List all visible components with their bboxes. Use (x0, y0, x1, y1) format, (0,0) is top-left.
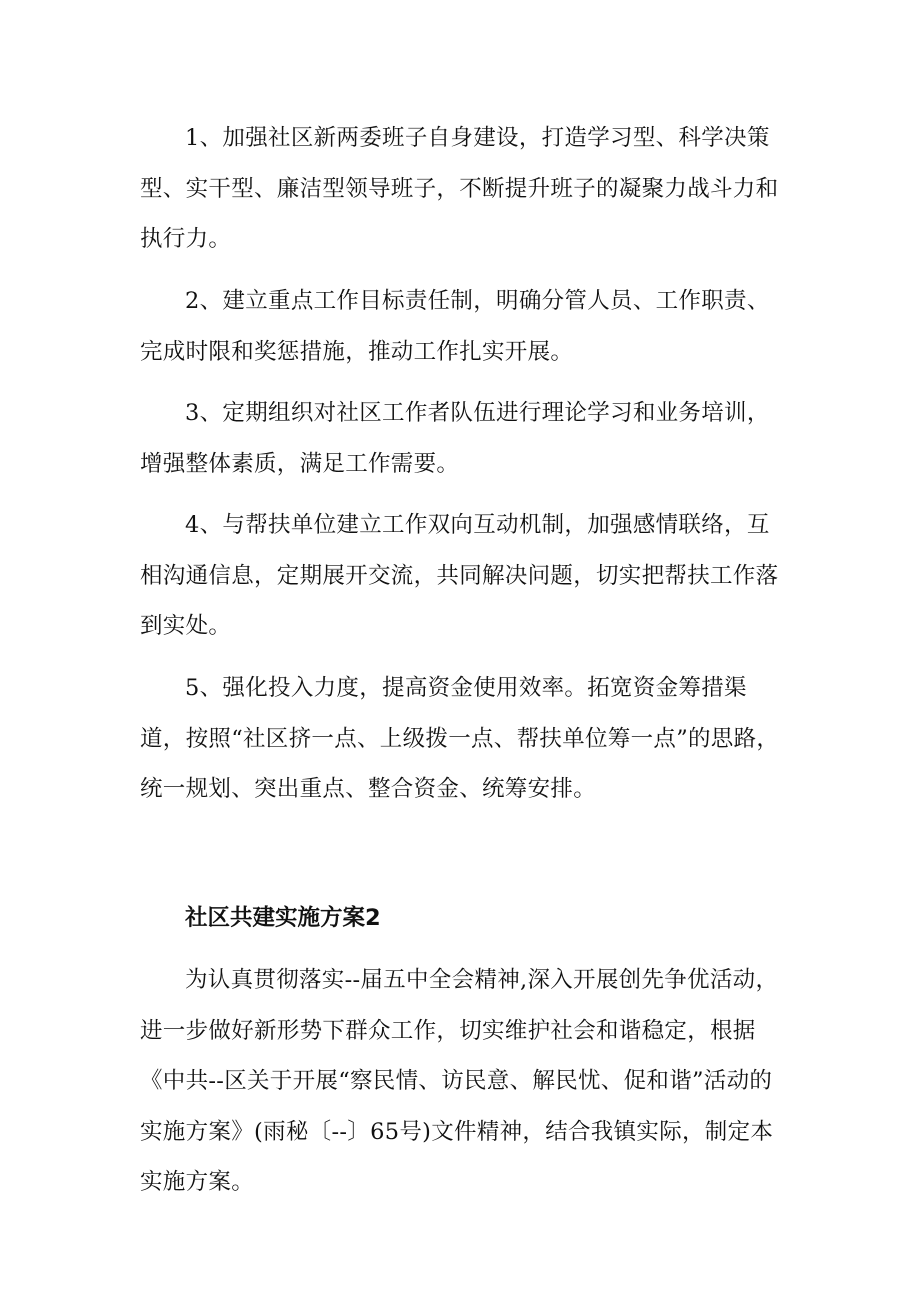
paragraph-4: 4、与帮扶单位建立工作双向互动机制，加强感情联络，互相沟通信息，定期展开交流，共同解决问题，切实把帮扶工作落到实处。 (140, 512, 779, 639)
section-heading: 社区共建实施方案2 (185, 905, 381, 931)
paragraph-1: 1、加强社区新两委班子自身建设，打造学习型、科学决策型、实干型、廉洁型领导班子，不断提升班子的凝聚力战斗力和执行力。 (140, 125, 779, 252)
section-paragraph: 为认真贯彻落实--届五中全会精神,深入开展创先争优活动，进一步做好新形势下群众工作，切实维护社会和谐稳定，根据《中共--区关于开展“察民情、访民意、解民忧、促和谐”活动的实施方案》(雨秘〔--〕65号)文件精神，结合我镇实际，制定本实施方案。 (140, 967, 779, 1195)
paragraph-3: 3、定期组织对社区工作者队伍进行理论学习和业务培训，增强整体素质，满足工作需要。 (140, 400, 770, 477)
paragraph-5: 5、强化投入力度，提高资金使用效率。拓宽资金筹措渠道，按照“社区挤一点、上级拨一点、帮扶单位筹一点”的思路，统一规划、突出重点、整合资金、统筹安排。 (140, 675, 780, 802)
paragraph-2: 2、建立重点工作目标责任制，明确分管人员、工作职责、完成时限和奖惩措施，推动工作扎实开展。 (140, 288, 770, 365)
